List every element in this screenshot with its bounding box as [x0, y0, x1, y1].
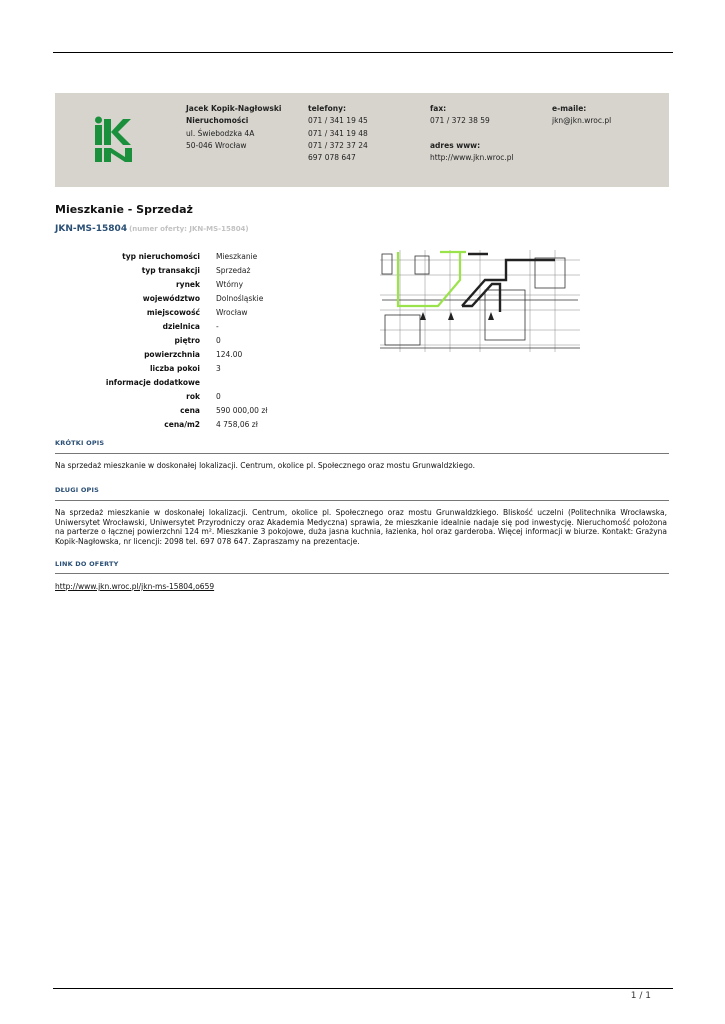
property-row	[90, 376, 290, 390]
www-link[interactable]: http://www.jkn.wroc.pl	[430, 153, 514, 163]
offer-link-heading: LINK DO OFERTY	[55, 560, 119, 568]
property-label: cena/m2	[164, 420, 200, 429]
fax-www-block	[430, 103, 514, 164]
property-value: Mieszkanie	[216, 252, 258, 261]
phones-block	[308, 103, 368, 164]
property-label: typ nieruchomości	[122, 252, 200, 261]
property-row	[90, 306, 290, 320]
section-divider	[55, 453, 669, 454]
offer-code: JKN-MS-15804	[55, 224, 128, 234]
top-rule	[53, 52, 673, 53]
property-label: rynek	[175, 280, 200, 289]
offer-link[interactable]: http://www.jkn.wroc.pl/jkn-ms-15804,o659	[55, 582, 215, 591]
property-row	[90, 418, 290, 432]
floor-plan-image	[380, 250, 580, 352]
agency-header	[55, 93, 669, 187]
company-address	[186, 103, 281, 152]
property-value: Wtórny	[216, 280, 244, 289]
long-desc-heading: DŁUGI OPIS	[55, 486, 100, 494]
property-row	[90, 320, 290, 334]
email-block	[552, 103, 611, 128]
property-value: 124.00	[216, 350, 243, 359]
property-label: miejscowość	[146, 308, 200, 317]
property-row	[90, 390, 290, 404]
long-desc-text: Na sprzedaż mieszkanie w doskonałej lokalizacji. Centrum, okolice pl. Społecznego oraz mostu Grunwaldzkiego. Bliskość uczelni (Politechnika Wrocławska, Uniwersytet Wrocławski, Uniwersytet Przyrodniczy oraz Akademia Medyczna) sprawia, że mieszkanie idealnie nadaje się pod inwestycję. Nieruchomość położona na parterze o łącznej powierzchni 124 m². Mieszkanie 3 pokojowe, duża jasna kuchnia, łazienka, hol oraz garderoba. Więcej informacji w biurze. Kontakt: Grażyna Kopik-Nagłowska, nr licencji: 2098 tel. 697 078 647. Zapraszamy na prezentacje.	[55, 508, 667, 546]
phone-number: 071 / 341 19 48	[308, 128, 368, 138]
property-label: rok	[186, 392, 200, 401]
short-desc-text: Na sprzedaż mieszkanie w doskonałej lokalizacji. Centrum, okolice pl. Społecznego oraz mostu Grunwaldzkiego.	[55, 461, 475, 470]
property-row	[90, 278, 290, 292]
page-number: 1 / 1	[630, 991, 651, 1001]
property-label: informacje dodatkowe	[105, 378, 200, 387]
phone-number: 697 078 647	[308, 153, 356, 163]
phones-label: telefony:	[308, 104, 346, 113]
fax-label: fax:	[430, 104, 447, 113]
jkn-logo-icon	[91, 115, 141, 163]
section-divider	[55, 573, 669, 574]
company-name: Jacek Kopik-Nagłowski	[186, 104, 282, 113]
property-row	[90, 292, 290, 306]
property-label: typ transakcji	[141, 266, 200, 275]
company-street: ul. Świebodzka 4A	[186, 128, 255, 138]
phone-number: 071 / 341 19 45	[308, 116, 368, 126]
property-value: Dolnośląskie	[216, 294, 264, 303]
property-value: 4 758,06 zł	[216, 420, 258, 429]
email-label: e-maile:	[552, 104, 587, 113]
offer-id	[55, 224, 249, 234]
www-label: adres www:	[430, 140, 481, 150]
property-value: 3	[216, 364, 221, 373]
phone-number: 071 / 372 37 24	[308, 140, 368, 150]
page-title: Mieszkanie - Sprzedaż	[55, 203, 193, 216]
property-value: 0	[216, 336, 221, 345]
company-city: 50-046 Wrocław	[186, 140, 247, 150]
property-details	[90, 250, 290, 432]
property-row	[90, 250, 290, 264]
property-label: województwo	[142, 294, 200, 303]
property-label: powierzchnia	[144, 350, 200, 359]
section-divider	[55, 500, 669, 501]
company-subtitle: Nieruchomości	[186, 116, 249, 126]
property-label: liczba pokoi	[149, 364, 200, 373]
property-label: dzielnica	[162, 322, 200, 331]
property-value: 590 000,00 zł	[216, 406, 268, 415]
property-value: Sprzedaż	[216, 266, 251, 275]
property-row	[90, 404, 290, 418]
property-row	[90, 264, 290, 278]
short-desc-heading: KRÓTKI OPIS	[55, 439, 105, 447]
email-link[interactable]: jkn@jkn.wroc.pl	[552, 116, 612, 126]
property-label: piętro	[174, 336, 200, 345]
property-label: cena	[180, 406, 200, 415]
property-row	[90, 362, 290, 376]
property-value: 0	[216, 392, 221, 401]
property-row	[90, 348, 290, 362]
property-row	[90, 334, 290, 348]
bottom-rule	[53, 988, 673, 989]
fax-number: 071 / 372 38 59	[430, 116, 490, 126]
offer-number-note: (numer oferty: JKN-MS-15804)	[129, 225, 249, 233]
property-value: -	[216, 322, 219, 331]
property-value: Wrocław	[216, 308, 248, 317]
